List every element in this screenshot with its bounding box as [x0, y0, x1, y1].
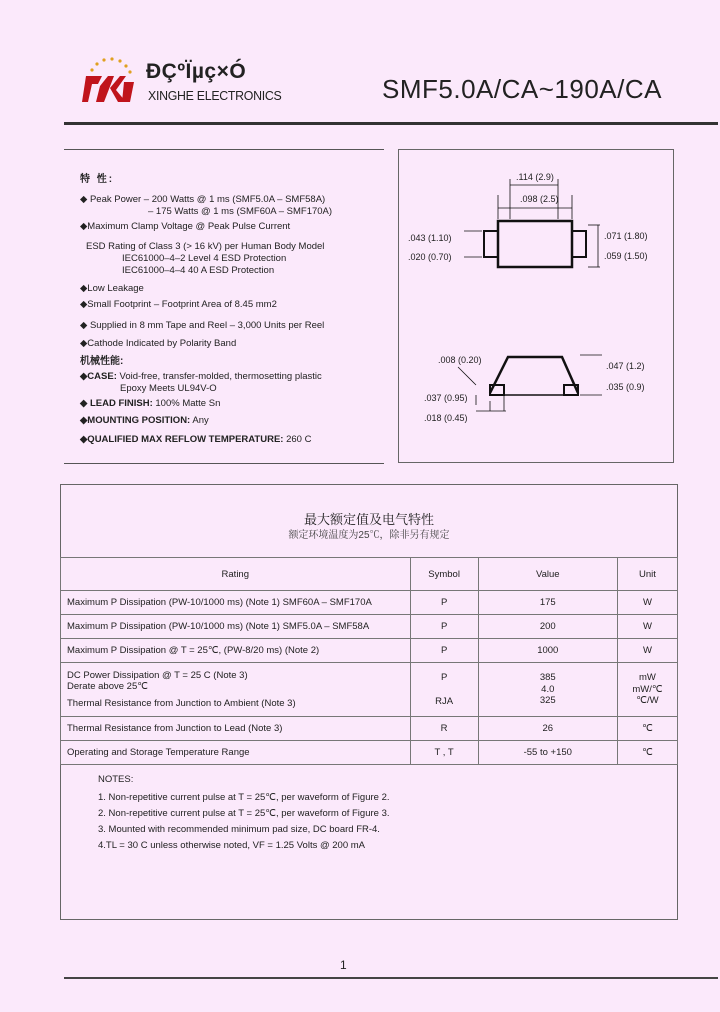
- header-symbol: Symbol: [410, 558, 478, 591]
- value-cell: 26: [478, 717, 617, 741]
- symbol-cell: T , T: [410, 741, 478, 765]
- top-view-body: [498, 221, 572, 267]
- dim-side-height-2: .035 (0.9): [606, 382, 645, 392]
- value-cell: 1000: [478, 639, 617, 663]
- features-bottom-divider: [64, 463, 384, 464]
- value-cell: 200: [478, 615, 617, 639]
- header-rating: Rating: [61, 558, 411, 591]
- dim-right-height-1: .071 (1.80): [604, 231, 648, 241]
- ratings-title: 最大额定值及电气特性: [303, 512, 434, 527]
- value-cell: [478, 663, 617, 717]
- value-line: 325: [539, 695, 556, 707]
- footer-divider: [64, 977, 718, 979]
- rating-cell: Maximum P Dissipation (PW-10/1000 ms) (Note 1) SMF5.0A – SMF58A: [61, 615, 411, 639]
- dim-top-width-2: .098 (2.5): [520, 194, 559, 204]
- dim-left-height-2: .020 (0.70): [408, 252, 452, 262]
- mechanical-heading: 机械性能:: [80, 356, 124, 367]
- feature-cathode-band: ◆Cathode Indicated by Polarity Band: [80, 338, 237, 349]
- part-number-title: SMF5.0A/CA~190A/CA: [382, 74, 662, 104]
- note-2: 2. Non-repetitive current pulse at T = 25℃, per waveform of Figure 3.: [98, 808, 390, 819]
- symbol-cell: P: [410, 591, 478, 615]
- dim-foot-1: .037 (0.95): [424, 393, 468, 403]
- company-name-en: XINGHE ELECTRONICS: [148, 88, 282, 103]
- mech-lead-text: 100% Matte Sn: [155, 398, 221, 409]
- symbol-cell: [410, 663, 478, 717]
- dim-side-height-1: .047 (1.2): [606, 361, 645, 371]
- note-1: 1. Non-repetitive current pulse at T = 25℃, per waveform of Figure 2.: [98, 792, 390, 803]
- unit-line: mW/℃: [632, 683, 663, 695]
- table-header-row: [61, 558, 678, 591]
- unit-line: mW: [638, 672, 656, 684]
- top-view: [464, 179, 600, 267]
- unit-cell: [617, 663, 677, 717]
- note-4: 4.TL = 30 C unless otherwise noted, VF = 1.25 Volts @ 200 mA: [98, 840, 365, 851]
- rating-cell: [61, 663, 411, 717]
- mech-case-text: Void-free, transfer-molded, thermosetting plastic: [119, 371, 322, 382]
- dim-top-width-1: .114 (2.9): [516, 172, 554, 182]
- dim-right-height-2: .059 (1.50): [604, 251, 648, 261]
- unit-cell: W: [617, 639, 677, 663]
- symbol-cell: P: [410, 639, 478, 663]
- feature-esd-2: IEC61000–4–2 Level 4 ESD Protection: [122, 253, 287, 264]
- feature-tape-reel: ◆ Supplied in 8 mm Tape and Reel – 3,000 Units per Reel: [80, 320, 325, 331]
- features-heading: 特 性:: [80, 174, 115, 185]
- value-cell: -55 to +150: [478, 741, 617, 765]
- package-outline-drawing: [398, 149, 674, 463]
- feature-esd-1: ESD Rating of Class 3 (> 16 kV) per Human Body Model: [86, 241, 325, 252]
- symbol-line: RJA: [435, 695, 454, 707]
- value-line: 4.0: [541, 683, 555, 695]
- unit-cell: W: [617, 615, 677, 639]
- top-view-lead-right: [572, 231, 586, 257]
- table-row: [61, 615, 678, 639]
- unit-cell: ℃: [617, 741, 677, 765]
- mech-reflow-label: ◆QUALIFIED MAX REFLOW TEMPERATURE:: [80, 434, 284, 445]
- rating-cell: Thermal Resistance from Junction to Lead (Note 3): [61, 717, 411, 741]
- rating-cell: Operating and Storage Temperature Range: [61, 741, 411, 765]
- rating-line: Thermal Resistance from Junction to Ambient (Note 3): [67, 697, 296, 709]
- mech-mount-text: Any: [192, 415, 209, 426]
- ratings-table: [60, 557, 678, 765]
- top-view-lead-left: [484, 231, 498, 257]
- feature-clamp-voltage: ◆Maximum Clamp Voltage @ Peak Pulse Current: [80, 221, 291, 232]
- mech-mounting: [80, 415, 209, 427]
- table-row: [61, 741, 678, 765]
- table-row: [61, 663, 678, 717]
- dim-foot-2: .018 (0.45): [424, 413, 468, 423]
- feature-footprint: ◆Small Footprint – Footprint Area of 8.45 mm2: [80, 299, 277, 310]
- rating-line: DC Power Dissipation @ T = 25 C (Note 3): [67, 669, 248, 681]
- header-unit: Unit: [617, 558, 677, 591]
- mech-case: [80, 371, 322, 383]
- company-name-cn: ĐÇºÏµç×Ó: [146, 60, 247, 83]
- features-top-divider: [64, 149, 384, 150]
- unit-line: ℃/W: [636, 695, 659, 707]
- rating-cell: Maximum P Dissipation (PW-10/1000 ms) (Note 1) SMF60A – SMF170A: [61, 591, 411, 615]
- value-cell: 175: [478, 591, 617, 615]
- feature-peak-power: ◆ Peak Power – 200 Watts @ 1 ms (SMF5.0A – SMF58A): [80, 194, 326, 205]
- mech-lead-label: ◆ LEAD FINISH:: [80, 398, 153, 409]
- symbol-cell: R: [410, 717, 478, 741]
- logo-stars: [90, 57, 131, 73]
- value-line: 385: [539, 672, 556, 684]
- mech-case-label: ◆CASE:: [80, 371, 117, 382]
- mech-lead-finish: [80, 398, 220, 410]
- company-logo: [80, 56, 138, 106]
- mech-reflow: [80, 434, 311, 446]
- table-row: [61, 717, 678, 741]
- feature-low-leakage: ◆Low Leakage: [80, 283, 144, 294]
- unit-cell: ℃: [617, 717, 677, 741]
- page-number: 1: [340, 958, 347, 972]
- notes-section: [98, 774, 390, 856]
- note-3: 3. Mounted with recommended minimum pad size, DC board FR-4.: [98, 824, 380, 835]
- table-row: [61, 639, 678, 663]
- logo-mark: [82, 76, 134, 102]
- feature-esd-3: IEC61000–4–4 40 A ESD Protection: [122, 265, 275, 276]
- ratings-subtitle: 额定环境温度为25℃，除非另有规定: [288, 530, 450, 541]
- unit-cell: W: [617, 591, 677, 615]
- mech-reflow-text: 260 C: [286, 434, 312, 445]
- mech-mount-label: ◆MOUNTING POSITION:: [80, 415, 191, 426]
- mech-case-text-2: Epoxy Meets UL94V-O: [120, 383, 217, 394]
- rating-line: Derate above 25℃: [67, 681, 148, 693]
- header-divider: [64, 122, 718, 125]
- dim-left-height-1: .043 (1.10): [408, 233, 452, 243]
- symbol-line: P: [440, 672, 448, 683]
- notes-title: NOTES:: [98, 774, 134, 785]
- dim-side-lead: .008 (0.20): [438, 355, 482, 365]
- rating-cell: Maximum P Dissipation @ T = 25℃, (PW-8/20 ms) (Note 2): [61, 639, 411, 663]
- feature-peak-power-2: – 175 Watts @ 1 ms (SMF60A – SMF170A): [148, 206, 333, 217]
- symbol-cell: P: [410, 615, 478, 639]
- table-row: [61, 591, 678, 615]
- header-value: Value: [478, 558, 617, 591]
